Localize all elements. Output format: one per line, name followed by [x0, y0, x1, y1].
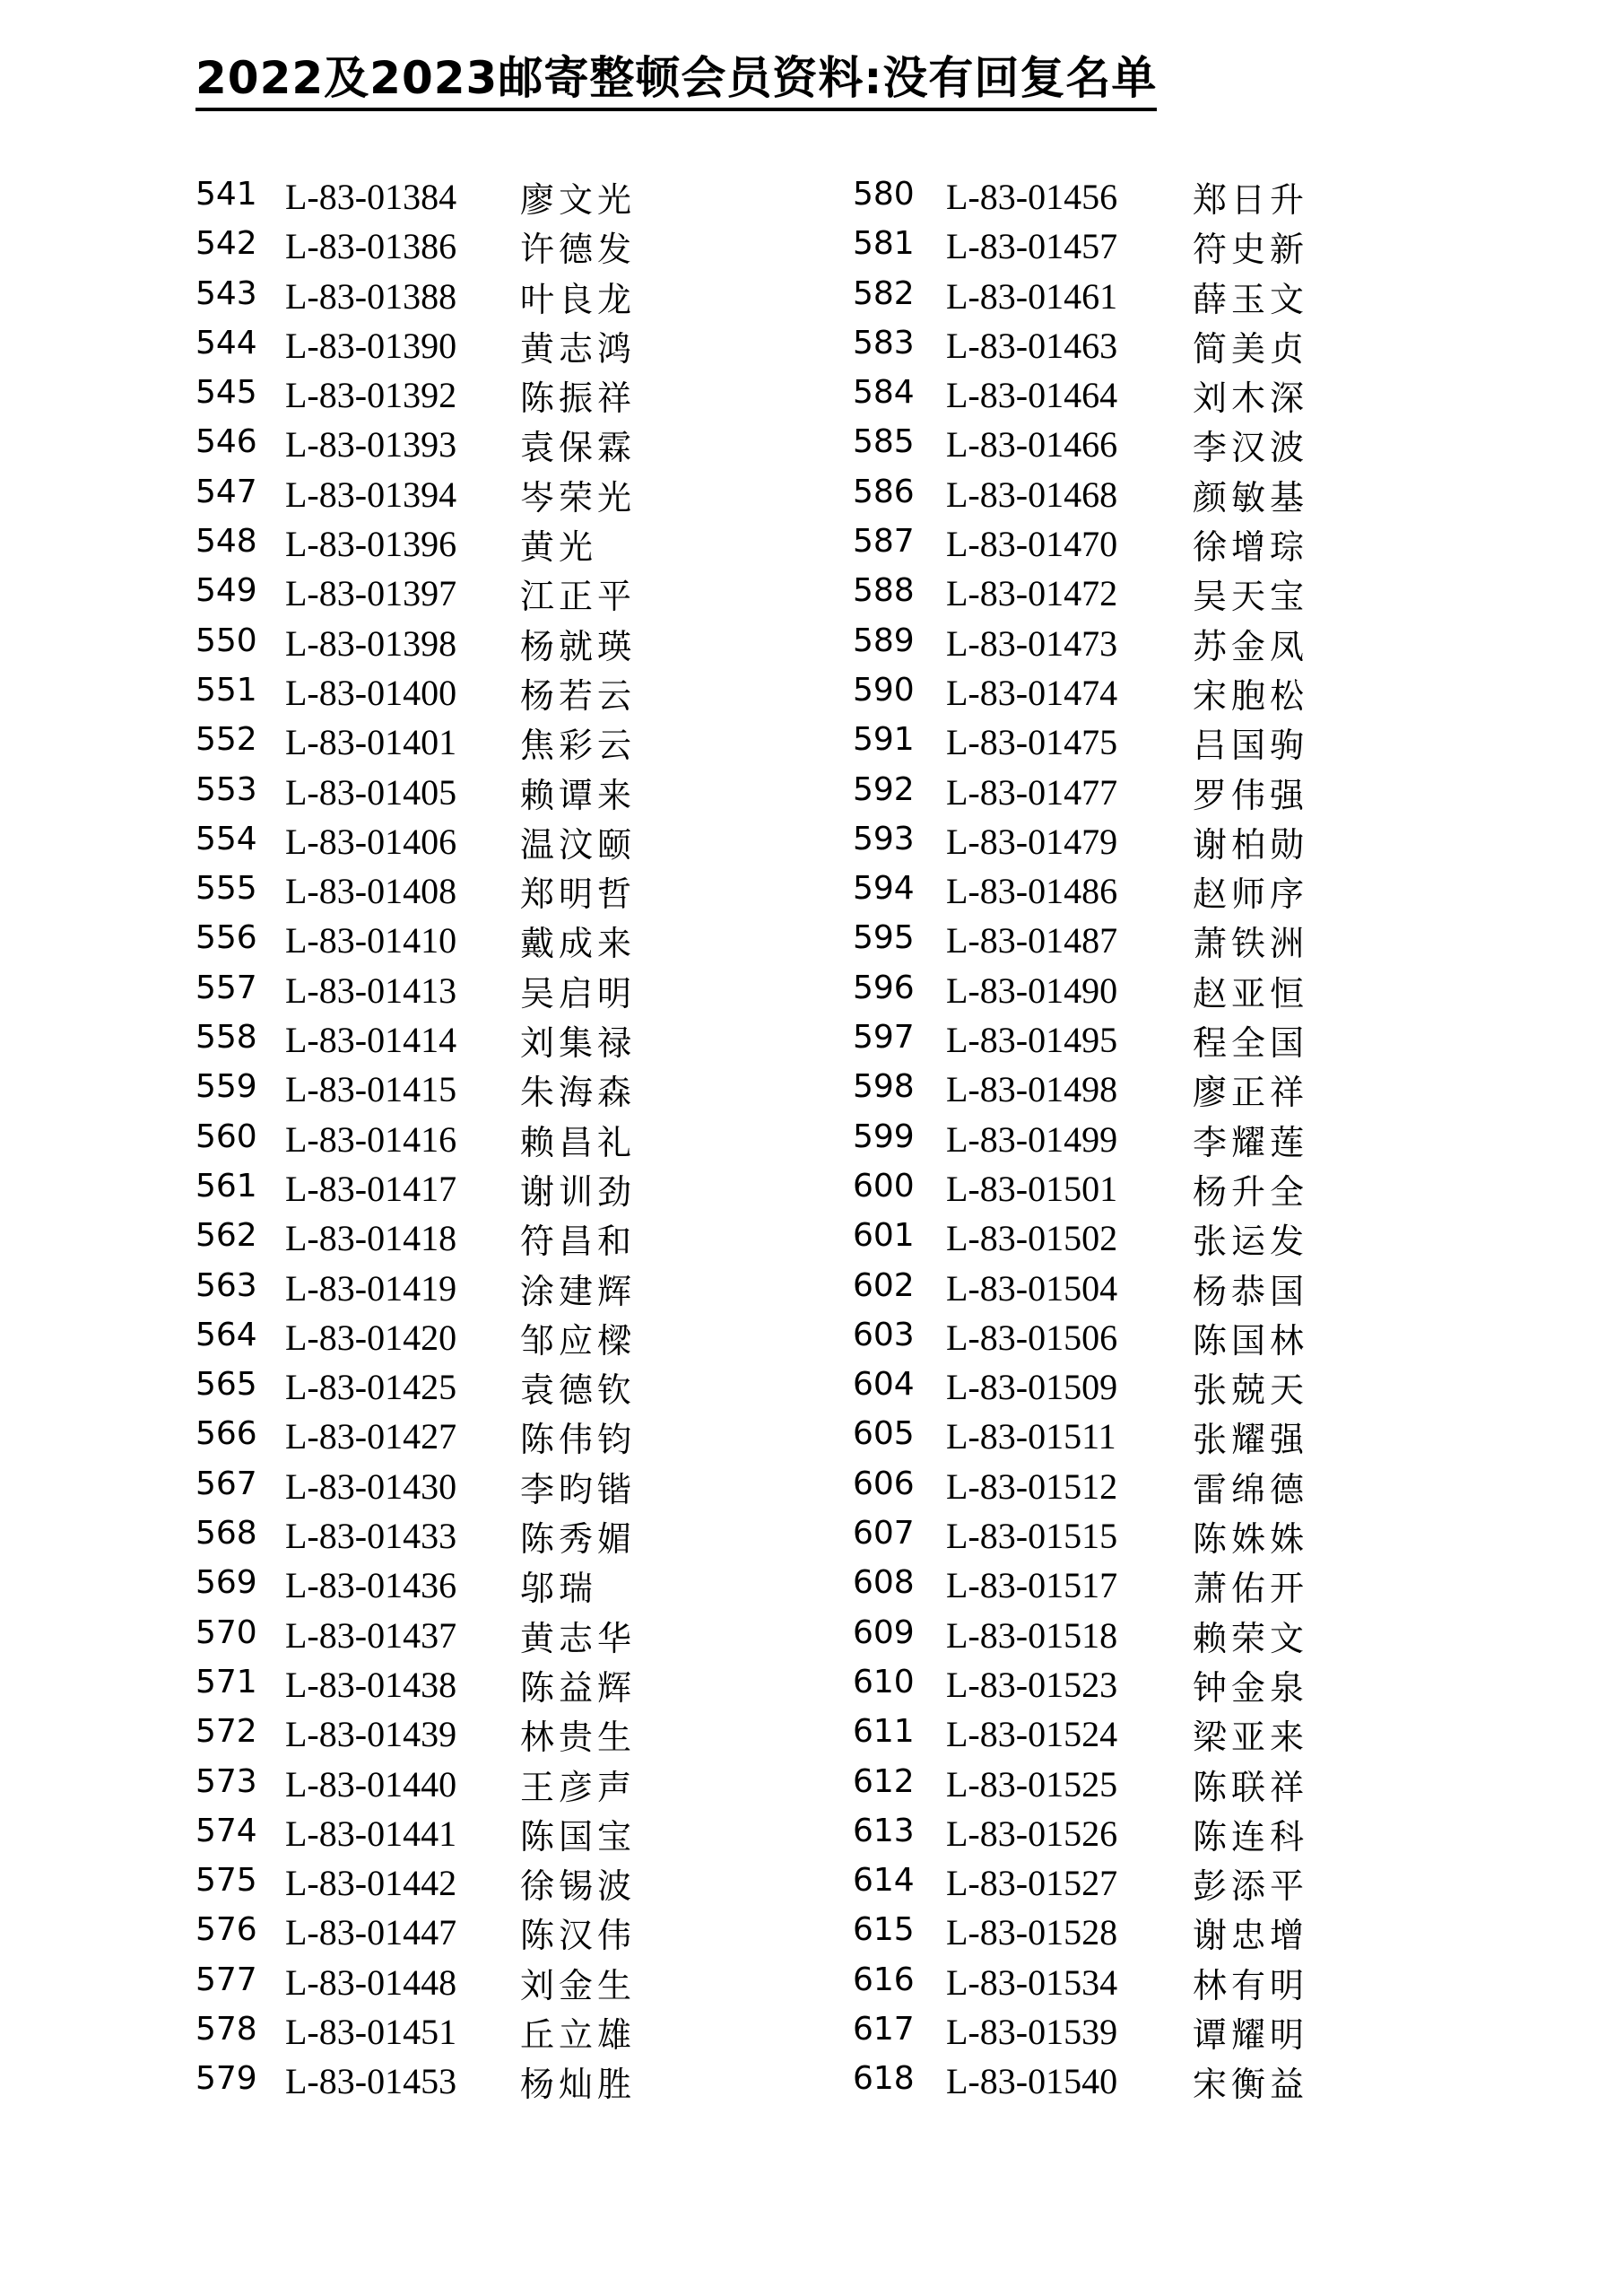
member-name: 陈联祥 [1193, 1767, 1309, 1807]
member-number: 563 [195, 1266, 257, 1304]
member-code: L-83-01499 [946, 1118, 1118, 1160]
member-name: 钟金泉 [1193, 1667, 1309, 1708]
member-code: L-83-01425 [285, 1367, 457, 1408]
member-number: 547 [195, 473, 257, 510]
member-number: 548 [195, 523, 257, 561]
member-number: 588 [853, 572, 915, 610]
member-number: 556 [195, 919, 257, 957]
member-number: 606 [853, 1465, 915, 1502]
member-name: 陈连科 [1193, 1816, 1309, 1857]
member-code: L-83-01441 [285, 1813, 457, 1854]
member-name: 陈国林 [1193, 1320, 1309, 1361]
member-code: L-83-01490 [946, 970, 1118, 1011]
member-name: 岑荣光 [520, 477, 637, 517]
member-code: L-83-01401 [285, 722, 457, 763]
member-name: 郑明哲 [520, 874, 637, 915]
member-name: 简美贞 [1193, 328, 1309, 369]
member-code: L-83-01523 [946, 1664, 1118, 1705]
member-name: 黄志鸿 [520, 328, 637, 369]
member-code: L-83-01464 [946, 375, 1118, 416]
member-number: 615 [853, 1911, 915, 1949]
member-code: L-83-01506 [946, 1317, 1118, 1358]
member-number: 593 [853, 820, 915, 857]
member-number: 584 [853, 374, 915, 412]
member-name: 罗伟强 [1193, 775, 1309, 815]
member-code: L-83-01419 [285, 1267, 457, 1309]
member-code: L-83-01540 [946, 2061, 1118, 2102]
member-code: L-83-01442 [285, 1863, 457, 1904]
member-code: L-83-01502 [946, 1218, 1118, 1259]
member-code: L-83-01501 [946, 1168, 1118, 1209]
member-name: 陈振祥 [520, 378, 637, 419]
member-name: 谭耀明 [1193, 2014, 1309, 2055]
member-code: L-83-01388 [285, 275, 457, 317]
member-name: 符昌和 [520, 1222, 637, 1262]
member-code: L-83-01539 [946, 2011, 1118, 2052]
member-number: 597 [853, 1019, 915, 1057]
member-number: 542 [195, 225, 257, 263]
member-name: 杨若云 [520, 675, 637, 716]
member-name: 张运发 [1193, 1222, 1309, 1262]
member-name: 彭添平 [1193, 1866, 1309, 1907]
member-name: 刘木深 [1193, 378, 1309, 419]
member-number: 560 [195, 1118, 257, 1155]
member-number: 611 [853, 1713, 915, 1751]
member-code: L-83-01487 [946, 920, 1118, 961]
member-name: 丘立雄 [520, 2014, 637, 2055]
member-code: L-83-01418 [285, 1218, 457, 1259]
member-number: 578 [195, 2010, 257, 2048]
member-number: 553 [195, 770, 257, 808]
member-number: 616 [853, 1961, 915, 1998]
member-name: 李耀莲 [1193, 1122, 1309, 1162]
member-name: 张兢天 [1193, 1370, 1309, 1411]
member-number: 575 [195, 1862, 257, 1900]
member-code: L-83-01416 [285, 1118, 457, 1160]
page-title: 2022及2023邮寄整顿会员资料:没有回复名单 [195, 56, 1157, 111]
member-code: L-83-01386 [285, 226, 457, 267]
member-number: 564 [195, 1316, 257, 1353]
member-number: 574 [195, 1812, 257, 1849]
member-code: L-83-01534 [946, 1961, 1118, 2003]
member-name: 戴成来 [520, 924, 637, 964]
member-name: 温汶颐 [520, 824, 637, 865]
member-code: L-83-01420 [285, 1317, 457, 1358]
member-number: 604 [853, 1366, 915, 1404]
member-code: L-83-01398 [285, 622, 457, 664]
member-code: L-83-01517 [946, 1565, 1118, 1606]
member-number: 567 [195, 1465, 257, 1502]
member-name: 叶良龙 [520, 279, 637, 319]
member-code: L-83-01396 [285, 524, 457, 565]
member-code: L-83-01453 [285, 2061, 457, 2102]
member-name: 邹应樑 [520, 1320, 637, 1361]
member-name: 邬瑞 [520, 1569, 598, 1609]
member-number: 607 [853, 1515, 915, 1552]
member-number: 558 [195, 1019, 257, 1057]
member-code: L-83-01498 [946, 1069, 1118, 1110]
member-name: 郑日升 [1193, 180, 1309, 220]
member-name: 赵亚恒 [1193, 973, 1309, 1013]
member-code: L-83-01406 [285, 821, 457, 862]
member-code: L-83-01447 [285, 1912, 457, 1953]
member-name: 苏金凤 [1193, 626, 1309, 666]
member-name: 程全国 [1193, 1023, 1309, 1064]
member-number: 591 [853, 721, 915, 759]
member-name: 张耀强 [1193, 1420, 1309, 1460]
member-number: 585 [853, 423, 915, 461]
member-code: L-83-01526 [946, 1813, 1118, 1854]
member-number: 596 [853, 969, 915, 1006]
member-number: 577 [195, 1961, 257, 1998]
member-number: 551 [195, 671, 257, 709]
member-number: 589 [853, 622, 915, 659]
member-number: 582 [853, 274, 915, 312]
member-number: 541 [195, 176, 257, 213]
member-number: 549 [195, 572, 257, 610]
member-name: 宋衡益 [1193, 2065, 1309, 2105]
member-number: 561 [195, 1167, 257, 1205]
member-name: 袁德钦 [520, 1370, 637, 1411]
member-name: 江正平 [520, 577, 637, 617]
member-number: 617 [853, 2010, 915, 2048]
member-code: L-83-01451 [285, 2011, 457, 2052]
member-name: 廖文光 [520, 180, 637, 220]
member-name: 焦彩云 [520, 726, 637, 766]
member-name: 黄光 [520, 527, 598, 568]
member-name: 李汉波 [1193, 428, 1309, 468]
member-number: 570 [195, 1613, 257, 1651]
member-number: 550 [195, 622, 257, 659]
member-name: 赖昌礼 [520, 1122, 637, 1162]
member-name: 吴天宝 [1193, 577, 1309, 617]
member-number: 609 [853, 1613, 915, 1651]
member-name: 徐增琮 [1193, 527, 1309, 568]
member-name: 宋胞松 [1193, 675, 1309, 716]
member-number: 618 [853, 2060, 915, 2098]
member-code: L-83-01415 [285, 1069, 457, 1110]
member-number: 600 [853, 1167, 915, 1205]
member-code: L-83-01461 [946, 275, 1118, 317]
member-number: 599 [853, 1118, 915, 1155]
member-name: 徐锡波 [520, 1866, 637, 1907]
member-number: 555 [195, 870, 257, 908]
member-name: 杨灿胜 [520, 2065, 637, 2105]
member-number: 603 [853, 1316, 915, 1353]
member-name: 陈汉伟 [520, 1916, 637, 1956]
member-name: 李昀锴 [520, 1469, 637, 1509]
member-name: 谢忠增 [1193, 1916, 1309, 1956]
member-number: 559 [195, 1068, 257, 1106]
member-name: 杨就瑛 [520, 626, 637, 666]
member-code: L-83-01417 [285, 1168, 457, 1209]
member-number: 598 [853, 1068, 915, 1106]
member-number: 546 [195, 423, 257, 461]
member-number: 545 [195, 374, 257, 412]
member-code: L-83-01504 [946, 1267, 1118, 1309]
member-code: L-83-01495 [946, 1020, 1118, 1061]
member-code: L-83-01436 [285, 1565, 457, 1606]
member-code: L-83-01438 [285, 1664, 457, 1705]
member-number: 608 [853, 1564, 915, 1602]
member-name: 涂建辉 [520, 1271, 637, 1311]
member-code: L-83-01394 [285, 474, 457, 515]
member-number: 614 [853, 1862, 915, 1900]
member-code: L-83-01457 [946, 226, 1118, 267]
member-name: 萧佑开 [1193, 1569, 1309, 1609]
member-name: 赖荣文 [1193, 1618, 1309, 1658]
member-name: 刘集禄 [520, 1023, 637, 1064]
member-number: 595 [853, 919, 915, 957]
member-code: L-83-01397 [285, 573, 457, 614]
member-number: 568 [195, 1515, 257, 1552]
member-number: 586 [853, 473, 915, 510]
member-code: L-83-01430 [285, 1465, 457, 1507]
member-number: 580 [853, 176, 915, 213]
member-code: L-83-01515 [946, 1516, 1118, 1557]
member-name: 林贵生 [520, 1718, 637, 1758]
member-number: 602 [853, 1266, 915, 1304]
member-code: L-83-01486 [946, 871, 1118, 912]
member-code: L-83-01528 [946, 1912, 1118, 1953]
member-code: L-83-01413 [285, 970, 457, 1011]
member-number: 579 [195, 2060, 257, 2098]
member-code: L-83-01463 [946, 325, 1118, 366]
member-code: L-83-01384 [285, 177, 457, 217]
member-name: 薛玉文 [1193, 279, 1309, 319]
member-name: 赵师序 [1193, 874, 1309, 915]
member-name: 谢训劲 [520, 1171, 637, 1212]
member-code: L-83-01410 [285, 920, 457, 961]
member-code: L-83-01473 [946, 622, 1118, 664]
member-name: 陈国宝 [520, 1816, 637, 1857]
member-number: 565 [195, 1366, 257, 1404]
member-number: 572 [195, 1713, 257, 1751]
member-name: 王彦声 [520, 1767, 637, 1807]
member-name: 朱海森 [520, 1073, 637, 1113]
member-number: 583 [853, 324, 915, 361]
member-number: 573 [195, 1762, 257, 1800]
member-code: L-83-01475 [946, 722, 1118, 763]
member-name: 许德发 [520, 230, 637, 270]
member-number: 562 [195, 1217, 257, 1255]
member-code: L-83-01512 [946, 1465, 1118, 1507]
member-name: 林有明 [1193, 1965, 1309, 2005]
member-code: L-83-01392 [285, 375, 457, 416]
member-name: 赖谭来 [520, 775, 637, 815]
member-code: L-83-01524 [946, 1714, 1118, 1755]
member-code: L-83-01440 [285, 1763, 457, 1805]
member-code: L-83-01511 [946, 1416, 1116, 1457]
member-name: 杨恭国 [1193, 1271, 1309, 1311]
member-number: 605 [853, 1415, 915, 1453]
member-name: 陈益辉 [520, 1667, 637, 1708]
member-number: 557 [195, 969, 257, 1006]
member-number: 610 [853, 1663, 915, 1700]
member-code: L-83-01474 [946, 672, 1118, 713]
member-name: 颜敏基 [1193, 477, 1309, 517]
member-name: 吴启明 [520, 973, 637, 1013]
member-code: L-83-01393 [285, 424, 457, 465]
member-code: L-83-01433 [285, 1516, 457, 1557]
member-code: L-83-01525 [946, 1763, 1118, 1805]
member-name: 雷绵德 [1193, 1469, 1309, 1509]
member-code: L-83-01477 [946, 771, 1118, 813]
member-code: L-83-01468 [946, 474, 1118, 515]
member-number: 587 [853, 523, 915, 561]
member-number: 554 [195, 820, 257, 857]
member-number: 590 [853, 671, 915, 709]
member-code: L-83-01470 [946, 524, 1118, 565]
member-name: 符史新 [1193, 230, 1309, 270]
member-name: 杨升全 [1193, 1171, 1309, 1212]
member-code: L-83-01439 [285, 1714, 457, 1755]
member-number: 569 [195, 1564, 257, 1602]
member-name: 梁亚来 [1193, 1718, 1309, 1758]
member-name: 袁保霖 [520, 428, 637, 468]
member-name: 黄志华 [520, 1618, 637, 1658]
member-code: L-83-01509 [946, 1367, 1118, 1408]
member-number: 544 [195, 324, 257, 361]
member-name: 陈伟钧 [520, 1420, 637, 1460]
member-code: L-83-01456 [946, 177, 1118, 217]
member-number: 612 [853, 1762, 915, 1800]
member-code: L-83-01400 [285, 672, 457, 713]
member-number: 601 [853, 1217, 915, 1255]
member-number: 552 [195, 721, 257, 759]
member-number: 543 [195, 274, 257, 312]
member-code: L-83-01405 [285, 771, 457, 813]
member-name: 刘金生 [520, 1965, 637, 2005]
member-code: L-83-01437 [285, 1614, 457, 1656]
member-name: 陈秀媚 [520, 1519, 637, 1560]
member-code: L-83-01527 [946, 1863, 1118, 1904]
member-number: 594 [853, 870, 915, 908]
member-code: L-83-01390 [285, 325, 457, 366]
member-name: 谢柏勋 [1193, 824, 1309, 865]
member-code: L-83-01466 [946, 424, 1118, 465]
member-code: L-83-01479 [946, 821, 1118, 862]
member-code: L-83-01427 [285, 1416, 457, 1457]
member-name: 廖正祥 [1193, 1073, 1309, 1113]
member-code: L-83-01518 [946, 1614, 1118, 1656]
member-number: 613 [853, 1812, 915, 1849]
member-code: L-83-01408 [285, 871, 457, 912]
member-name: 陈姝姝 [1193, 1519, 1309, 1560]
member-number: 581 [853, 225, 915, 263]
member-name: 吕国驹 [1193, 726, 1309, 766]
member-code: L-83-01414 [285, 1020, 457, 1061]
member-number: 566 [195, 1415, 257, 1453]
member-code: L-83-01472 [946, 573, 1118, 614]
member-code: L-83-01448 [285, 1961, 457, 2003]
member-name: 萧铁洲 [1193, 924, 1309, 964]
member-number: 571 [195, 1663, 257, 1700]
member-number: 576 [195, 1911, 257, 1949]
member-number: 592 [853, 770, 915, 808]
